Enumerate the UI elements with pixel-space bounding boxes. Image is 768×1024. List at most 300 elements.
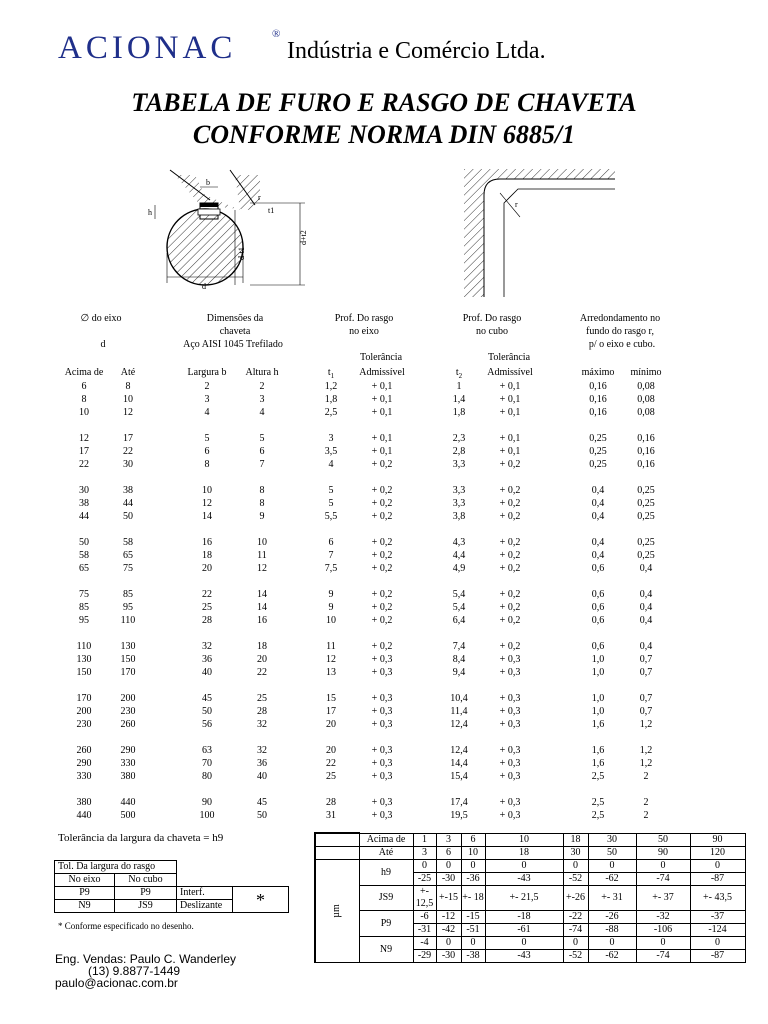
cell-tol-cubo: + 0,2 — [499, 537, 521, 548]
cell-maximo: 0,25 — [589, 433, 607, 444]
cell-minimo: 0,4 — [639, 615, 653, 626]
cell-t2: 4,9 — [452, 563, 466, 574]
cell-minimo: 0,7 — [639, 654, 653, 665]
fit-cell: 0 — [461, 860, 485, 873]
cell-altura: 18 — [257, 641, 267, 652]
label-d-t2: d+t2 — [299, 230, 308, 245]
cell-tol-eixo: + 0,2 — [371, 485, 393, 496]
fit-cell: 90 — [690, 833, 745, 847]
fit-cell: -32 — [636, 911, 690, 924]
cell-altura: 14 — [257, 589, 267, 600]
cell-ate: 22 — [123, 446, 133, 457]
cell-tol-cubo: + 0,3 — [499, 719, 521, 730]
fit-cell: 6 — [436, 847, 461, 860]
fit-cell: -74 — [563, 924, 588, 937]
cell-tol-eixo: + 0,2 — [371, 641, 393, 652]
cell-t2: 1 — [456, 381, 462, 392]
cell-tol-cubo: + 0,1 — [499, 446, 521, 457]
cell-t2: 4,4 — [452, 550, 466, 561]
cell-t1: 28 — [326, 797, 336, 808]
cell-tol-eixo: + 0,3 — [371, 758, 393, 769]
company-name: Indústria e Comércio Ltda. — [287, 38, 546, 64]
slot-n9-eixo: N9 — [55, 900, 115, 913]
fit-cell: 0 — [485, 860, 563, 873]
cell-tol-eixo: + 0,3 — [371, 771, 393, 782]
fit-cell: +- 21,5 — [485, 886, 563, 911]
fit-cell: 50 — [588, 847, 636, 860]
cell-acima: 330 — [76, 771, 92, 782]
header-tol-cubo: Tolerância — [487, 352, 531, 363]
cell-ate: 130 — [120, 641, 136, 652]
fit-cell: 18 — [563, 833, 588, 847]
cell-altura: 25 — [257, 693, 267, 704]
slot-no-cubo: No cubo — [115, 874, 177, 887]
cell-tol-eixo: + 0,1 — [371, 446, 393, 457]
cell-minimo: 0,25 — [637, 485, 655, 496]
slot-empty — [177, 861, 233, 874]
cell-largura: 22 — [202, 589, 212, 600]
cell-maximo: 2,5 — [591, 810, 605, 821]
cell-t2: 6,4 — [452, 615, 466, 626]
cell-minimo: 0,7 — [639, 693, 653, 704]
header-arred-3: p/ o eixo e cubo. — [588, 339, 656, 350]
slot-note: * Conforme especificado no desenho. — [58, 921, 194, 931]
cell-tol-cubo: + 0,3 — [499, 667, 521, 678]
cell-tol-eixo: + 0,3 — [371, 797, 393, 808]
cell-t1: 7,5 — [324, 563, 338, 574]
fit-cell: 6 — [461, 833, 485, 847]
fit-cell: -62 — [588, 950, 636, 963]
cell-altura: 36 — [257, 758, 267, 769]
fit-cell: -52 — [563, 873, 588, 886]
fit-cell: -124 — [690, 924, 745, 937]
cell-largura: 5 — [204, 433, 210, 444]
cell-acima: 30 — [79, 485, 89, 496]
cell-altura: 2 — [259, 381, 265, 392]
cell-tol-eixo: + 0,3 — [371, 706, 393, 717]
cell-t2: 2,3 — [452, 433, 466, 444]
cell-largura: 50 — [202, 706, 212, 717]
cell-altura: 8 — [259, 485, 265, 496]
unit-label: µm — [315, 860, 359, 963]
cell-tol-eixo: + 0,2 — [371, 589, 393, 600]
header-maximo: máximo — [581, 367, 615, 378]
cell-largura: 63 — [202, 745, 212, 756]
cell-t1: 3,5 — [324, 446, 338, 457]
header-arred-2: fundo do rasgo r, — [586, 326, 654, 337]
cell-ate: 10 — [123, 394, 133, 405]
cell-tol-cubo: + 0,3 — [499, 810, 521, 821]
fit-cell: -43 — [485, 950, 563, 963]
fit-cell: -25 — [413, 873, 436, 886]
cell-altura: 4 — [259, 407, 265, 418]
fit-cell: 0 — [436, 937, 461, 950]
fit-cell: 0 — [690, 937, 745, 950]
cell-largura: 45 — [202, 693, 212, 704]
cell-acima: 65 — [79, 563, 89, 574]
cell-acima: 440 — [76, 810, 92, 821]
fit-cell: 1 — [413, 833, 436, 847]
cell-ate: 85 — [123, 589, 133, 600]
page-subtitle: CONFORME NORMA DIN 6885/1 — [192, 120, 576, 149]
cell-largura: 16 — [202, 537, 212, 548]
cell-tol-cubo: + 0,3 — [499, 706, 521, 717]
cell-minimo: 2 — [643, 797, 649, 808]
cell-ate: 44 — [123, 498, 133, 509]
cell-altura: 22 — [257, 667, 267, 678]
email-link[interactable]: paulo@acionac.com.br — [55, 976, 178, 990]
label-d-t1: d-t1 — [237, 247, 246, 260]
cell-minimo: 0,16 — [637, 446, 655, 457]
header-largura: Largura b — [187, 367, 227, 378]
cell-t1: 1,2 — [324, 381, 338, 392]
cell-tol-cubo: + 0,2 — [499, 641, 521, 652]
cell-t1: 6 — [328, 537, 334, 548]
cell-t2: 10,4 — [450, 693, 468, 704]
cell-tol-eixo: + 0,2 — [371, 459, 393, 470]
cell-acima: 260 — [76, 745, 92, 756]
cell-largura: 12 — [202, 498, 212, 509]
fit-cell: -52 — [563, 950, 588, 963]
fit-cell: 0 — [690, 860, 745, 873]
cell-tol-eixo: + 0,1 — [371, 394, 393, 405]
phone-number: (13) 9.8877-1449 — [88, 964, 181, 978]
fit-cell: 3 — [413, 847, 436, 860]
fit-cell: 0 — [413, 860, 436, 873]
cell-tol-cubo: + 0,3 — [499, 758, 521, 769]
fit-cell: -15 — [461, 911, 485, 924]
cell-t2: 3,3 — [452, 485, 466, 496]
fit-cell: -4 — [413, 937, 436, 950]
slot-p9-eixo: P9 — [55, 887, 115, 900]
fit-cell: -31 — [413, 924, 436, 937]
cell-minimo: 0,25 — [637, 511, 655, 522]
fit-cell: -74 — [636, 873, 690, 886]
header-chaveta-2: chaveta — [219, 326, 251, 337]
cell-t2: 17,4 — [450, 797, 468, 808]
fit-cell: 0 — [588, 937, 636, 950]
fit-cell: 0 — [436, 860, 461, 873]
cell-t2: 7,4 — [452, 641, 466, 652]
cell-maximo: 0,4 — [591, 537, 605, 548]
cell-tol-cubo: + 0,1 — [499, 381, 521, 392]
fit-row2-label: Até — [359, 847, 413, 860]
cell-acima: 12 — [79, 433, 89, 444]
cell-ate: 65 — [123, 550, 133, 561]
cell-maximo: 0,25 — [589, 459, 607, 470]
header-prof-cubo-1: Prof. Do rasgo — [462, 313, 522, 324]
cell-t1: 22 — [326, 758, 336, 769]
cell-ate: 38 — [123, 485, 133, 496]
cell-t1: 9 — [328, 589, 334, 600]
fit-cell: -62 — [588, 873, 636, 886]
cell-t2: 3,8 — [452, 511, 466, 522]
cell-acima: 22 — [79, 459, 89, 470]
header-ate: Até — [120, 367, 136, 378]
fit-row1-label: Acima de — [359, 833, 413, 847]
p9-label: P9 — [359, 911, 413, 937]
header-adm-1: Admissível — [359, 367, 405, 378]
cell-maximo: 2,5 — [591, 771, 605, 782]
cell-largura: 20 — [202, 563, 212, 574]
corner-radius-drawing — [460, 165, 620, 300]
header-eixo-1: ∅ do eixo — [80, 313, 122, 324]
cell-tol-eixo: + 0,2 — [371, 563, 393, 574]
cell-ate: 260 — [120, 719, 136, 730]
header-chaveta-3: Aço AISI 1045 Trefilado — [183, 339, 283, 350]
fit-cell: +-26 — [563, 886, 588, 911]
cell-altura: 10 — [257, 537, 267, 548]
cell-minimo: 1,2 — [639, 745, 653, 756]
fit-cell: 3 — [436, 833, 461, 847]
cell-minimo: 2 — [643, 771, 649, 782]
slot-no-eixo: No eixo — [55, 874, 115, 887]
cell-ate: 230 — [120, 706, 136, 717]
fit-cell: -88 — [588, 924, 636, 937]
cell-maximo: 1,0 — [591, 667, 605, 678]
cell-altura: 6 — [259, 446, 265, 457]
fit-cell: 10 — [485, 833, 563, 847]
fit-cell: 0 — [636, 937, 690, 950]
cell-tol-eixo: + 0,3 — [371, 693, 393, 704]
cell-largura: 10 — [202, 485, 212, 496]
cell-maximo: 2,5 — [591, 797, 605, 808]
cell-maximo: 0,4 — [591, 550, 605, 561]
page-title: TABELA DE FURO E RASGO DE CHAVETA — [131, 88, 637, 117]
cell-ate: 200 — [120, 693, 136, 704]
cell-maximo: 0,6 — [591, 641, 605, 652]
cell-acima: 130 — [76, 654, 92, 665]
cell-acima: 380 — [76, 797, 92, 808]
cell-largura: 80 — [202, 771, 212, 782]
cell-minimo: 0,4 — [639, 602, 653, 613]
fit-cell: -42 — [436, 924, 461, 937]
cell-tol-cubo: + 0,2 — [499, 602, 521, 613]
fit-cell: 120 — [690, 847, 745, 860]
cell-minimo: 0,08 — [637, 407, 655, 418]
shaft-keyway-drawing — [140, 165, 330, 300]
cell-altura: 11 — [257, 550, 267, 561]
cell-tol-cubo: + 0,2 — [499, 615, 521, 626]
cell-tol-eixo: + 0,2 — [371, 537, 393, 548]
cell-minimo: 0,16 — [637, 459, 655, 470]
cell-maximo: 0,16 — [589, 381, 607, 392]
fit-cell: -106 — [636, 924, 690, 937]
header-eixo-2: d — [100, 339, 106, 350]
slot-title: Tol. Da largura do rasgo — [55, 861, 177, 874]
cell-t1: 11 — [326, 641, 336, 652]
cell-altura: 32 — [257, 745, 267, 756]
cell-t1: 15 — [326, 693, 336, 704]
cell-t1: 20 — [326, 745, 336, 756]
cell-largura: 36 — [202, 654, 212, 665]
header-tol-eixo: Tolerância — [359, 352, 403, 363]
fit-cell: 0 — [636, 860, 690, 873]
slot-empty — [233, 861, 289, 874]
cell-acima: 150 — [76, 667, 92, 678]
cell-tol-cubo: + 0,2 — [499, 563, 521, 574]
cell-largura: 2 — [204, 381, 210, 392]
cell-tol-cubo: + 0,1 — [499, 433, 521, 444]
cell-t1: 25 — [326, 771, 336, 782]
cell-t2: 3,3 — [452, 459, 466, 470]
cell-ate: 150 — [120, 654, 136, 665]
cell-altura: 8 — [259, 498, 265, 509]
cell-t2: 11,4 — [450, 706, 468, 717]
fit-cell: 18 — [485, 847, 563, 860]
cell-acima: 17 — [79, 446, 89, 457]
header-chaveta-1: Dimensões da — [206, 313, 264, 324]
cell-acima: 95 — [79, 615, 89, 626]
cell-altura: 28 — [257, 706, 267, 717]
cell-ate: 30 — [123, 459, 133, 470]
cell-largura: 4 — [204, 407, 210, 418]
cell-tol-eixo: + 0,2 — [371, 498, 393, 509]
header-prof-cubo-2: no cubo — [476, 326, 508, 337]
cell-largura: 100 — [199, 810, 215, 821]
cell-acima: 6 — [81, 381, 87, 392]
cell-ate: 17 — [123, 433, 133, 444]
cell-tol-cubo: + 0,2 — [499, 511, 521, 522]
cell-tol-cubo: + 0,2 — [499, 485, 521, 496]
fit-cell: +-15 — [436, 886, 461, 911]
cell-acima: 44 — [79, 511, 89, 522]
slot-tolerance-table — [54, 860, 289, 913]
fit-cell: -36 — [461, 873, 485, 886]
label-h: h — [148, 208, 152, 217]
cell-largura: 32 — [202, 641, 212, 652]
fit-cell: -74 — [636, 950, 690, 963]
cell-largura: 40 — [202, 667, 212, 678]
fit-tolerance-table — [314, 832, 746, 963]
cell-ate: 110 — [120, 615, 136, 626]
cell-maximo: 1,0 — [591, 706, 605, 717]
header-altura: Altura h — [245, 367, 279, 378]
company-logo: ACIONAC — [58, 30, 237, 66]
fit-cell: -37 — [690, 911, 745, 924]
fit-cell: -6 — [413, 911, 436, 924]
slot-p9-cubo: P9 — [115, 887, 177, 900]
cell-tol-eixo: + 0,3 — [371, 719, 393, 730]
cell-ate: 290 — [120, 745, 136, 756]
cell-altura: 32 — [257, 719, 267, 730]
cell-tol-eixo: + 0,2 — [371, 550, 393, 561]
cell-acima: 85 — [79, 602, 89, 613]
n9-label: N9 — [359, 937, 413, 963]
cell-tol-eixo: + 0,1 — [371, 381, 393, 392]
cell-t2: 12,4 — [450, 745, 468, 756]
fit-cell: 10 — [461, 847, 485, 860]
cell-ate: 170 — [120, 667, 136, 678]
tolerance-note: Tolerância da largura da chaveta = h9 — [58, 832, 224, 844]
cell-largura: 14 — [202, 511, 212, 522]
cell-t1: 5 — [328, 498, 334, 509]
cell-minimo: 1,2 — [639, 758, 653, 769]
cell-tol-cubo: + 0,1 — [499, 394, 521, 405]
cell-tol-cubo: + 0,3 — [499, 797, 521, 808]
cell-maximo: 1,6 — [591, 719, 605, 730]
cell-t1: 13 — [326, 667, 336, 678]
cell-minimo: 0,4 — [639, 563, 653, 574]
fit-cell: -30 — [436, 950, 461, 963]
header-prof-eixo-2: no eixo — [349, 326, 379, 337]
cell-t2: 1,4 — [452, 394, 466, 405]
cell-maximo: 0,4 — [591, 498, 605, 509]
cell-altura: 40 — [257, 771, 267, 782]
fit-cell: -12 — [436, 911, 461, 924]
cell-largura: 90 — [202, 797, 212, 808]
cell-t1: 20 — [326, 719, 336, 730]
label-r1: r — [258, 193, 261, 202]
cell-minimo: 1,2 — [639, 719, 653, 730]
cell-largura: 28 — [202, 615, 212, 626]
fit-cell: 0 — [563, 937, 588, 950]
cell-maximo: 0,6 — [591, 563, 605, 574]
cell-altura: 45 — [257, 797, 267, 808]
cell-tol-eixo: + 0,3 — [371, 654, 393, 665]
cell-acima: 170 — [76, 693, 92, 704]
cell-maximo: 0,25 — [589, 446, 607, 457]
cell-maximo: 1,6 — [591, 758, 605, 769]
cell-tol-cubo: + 0,3 — [499, 771, 521, 782]
cell-tol-cubo: + 0,3 — [499, 654, 521, 665]
cell-acima: 230 — [76, 719, 92, 730]
cell-acima: 8 — [81, 394, 87, 405]
header-t2: $t_2$ — [455, 367, 463, 380]
cell-altura: 16 — [257, 615, 267, 626]
fit-cell: 0 — [563, 860, 588, 873]
cell-t2: 5,4 — [452, 602, 466, 613]
fit-cell: -43 — [485, 873, 563, 886]
cell-t2: 4,3 — [452, 537, 466, 548]
cell-t1: 2,5 — [324, 407, 338, 418]
registered-mark: ® — [272, 28, 281, 40]
label-b: b — [206, 178, 210, 187]
cell-ate: 440 — [120, 797, 136, 808]
cell-largura: 3 — [204, 394, 210, 405]
label-r2: r — [515, 200, 518, 209]
cell-t1: 12 — [326, 654, 336, 665]
fit-cell: 0 — [461, 937, 485, 950]
cell-t2: 14,4 — [450, 758, 468, 769]
label-d: d — [202, 282, 206, 291]
cell-t2: 19,5 — [450, 810, 468, 821]
slot-js9-cubo: JS9 — [115, 900, 177, 913]
fit-cell: +- 18 — [461, 886, 485, 911]
cell-altura: 9 — [259, 511, 265, 522]
cell-altura: 20 — [257, 654, 267, 665]
cell-minimo: 0,25 — [637, 537, 655, 548]
label-t1: t1 — [268, 206, 275, 215]
slot-empty — [177, 874, 233, 887]
cell-t2: 8,4 — [452, 654, 466, 665]
header-prof-eixo-1: Prof. Do rasgo — [334, 313, 394, 324]
cell-tol-eixo: + 0,1 — [371, 433, 393, 444]
fit-cell: 30 — [588, 833, 636, 847]
fit-cell: -51 — [461, 924, 485, 937]
cell-t1: 10 — [326, 615, 336, 626]
cell-ate: 380 — [120, 771, 136, 782]
fit-cell: 90 — [636, 847, 690, 860]
cell-tol-eixo: + 0,2 — [371, 511, 393, 522]
cell-tol-cubo: + 0,2 — [499, 550, 521, 561]
cell-maximo: 0,6 — [591, 602, 605, 613]
cell-maximo: 0,4 — [591, 511, 605, 522]
cell-tol-cubo: + 0,3 — [499, 745, 521, 756]
cell-minimo: 2 — [643, 810, 649, 821]
cell-altura: 14 — [257, 602, 267, 613]
cell-ate: 8 — [125, 381, 131, 392]
